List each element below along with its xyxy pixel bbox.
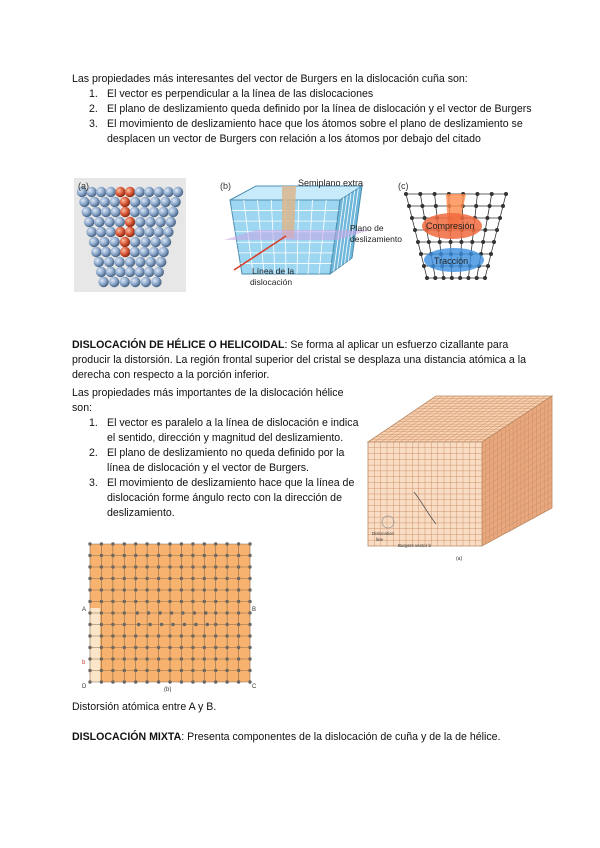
screw-description: : Se forma al aplicar un esfuerzo cizallante para producir la distorsión. La región frontal superior del cristal se desplaza una distancia atómica a la derecha con respecto a la porción inferior. xyxy=(72,339,527,381)
panel-b-crystal xyxy=(220,178,402,287)
panel-c-label: (c) xyxy=(398,181,409,191)
lattice-caption: (b) xyxy=(164,687,172,692)
list-item: 1. El vector es perpendicular a la línea de las dislocaciones xyxy=(89,88,374,100)
panel-a-label: (a) xyxy=(78,181,89,191)
list-item: 2. El plano de deslizamiento queda definido por la línea de dislocación y el vector de Burgers xyxy=(89,103,532,115)
figure-caption: Distorsión atómica entre A y B. xyxy=(72,701,217,713)
mixed-paragraph xyxy=(72,730,542,745)
burgers-vector-label: Burgers vector b xyxy=(398,543,432,548)
plano-label-1: Plano de xyxy=(350,223,384,233)
dislocation-line-label-2: line xyxy=(376,537,384,542)
screw-list xyxy=(72,416,362,521)
semiplano-label: Semiplano extra xyxy=(298,178,364,188)
list-item: 3. El movimiento de deslizamiento hace que la línea de dislocación forme ángulo recto con la dirección de deslizamiento. xyxy=(89,477,355,519)
list-item: 3. El movimiento de deslizamiento hace que los átomos sobre el plano de deslizamiento se desplacen un vector de Burgers con relación a los átomos por debajo del citado xyxy=(89,118,523,145)
mixed-heading: DISLOCACIÓN MIXTA xyxy=(72,731,182,743)
screw-cube-figure xyxy=(362,384,560,568)
edge-intro: Las propiedades más interesantes del vector de Burgers en la dislocación cuña son: xyxy=(72,73,468,85)
panel-c-stress xyxy=(398,181,508,280)
point-c-label: C xyxy=(252,684,257,690)
plano-label-2: deslizamiento xyxy=(350,234,402,244)
linea-label-2: dislocación xyxy=(250,277,293,287)
list-item: 2. El plano de deslizamiento no queda definido por la línea de dislocación y el vector de Burgers. xyxy=(89,447,345,474)
edge-dislocation-figure xyxy=(74,178,520,292)
panel-b-label: (b) xyxy=(220,181,231,191)
dislocation-line-label-1: Dislocation xyxy=(372,531,395,536)
screw-lattice-figure xyxy=(80,540,260,692)
burgers-b-label: b xyxy=(82,660,86,666)
point-b-label: B xyxy=(252,607,257,613)
screw-intro: Las propiedades más importantes de la dislocación hélice son: xyxy=(72,387,344,414)
traccion-label: Tracción xyxy=(434,256,469,266)
compresion-label: Compresión xyxy=(426,221,475,231)
screw-heading: DISLOCACIÓN DE HÉLICE O HELICOIDAL xyxy=(72,339,285,351)
edge-section xyxy=(72,72,542,147)
point-d-label: D xyxy=(82,684,87,690)
mixed-description: : Presenta componentes de la dislocación de cuña y de la de hélice. xyxy=(181,731,501,743)
panel-a-atoms xyxy=(74,178,186,292)
cube-caption: (a) xyxy=(456,556,463,562)
point-a-label: A xyxy=(82,607,87,613)
list-item: 1. El vector es paralelo a la línea de dislocación e indica el sentido, dirección y magnitud del deslizamiento. xyxy=(89,417,359,444)
edge-list xyxy=(72,87,542,147)
linea-label-1: Línea de la xyxy=(252,266,295,276)
screw-paragraph xyxy=(72,338,534,383)
